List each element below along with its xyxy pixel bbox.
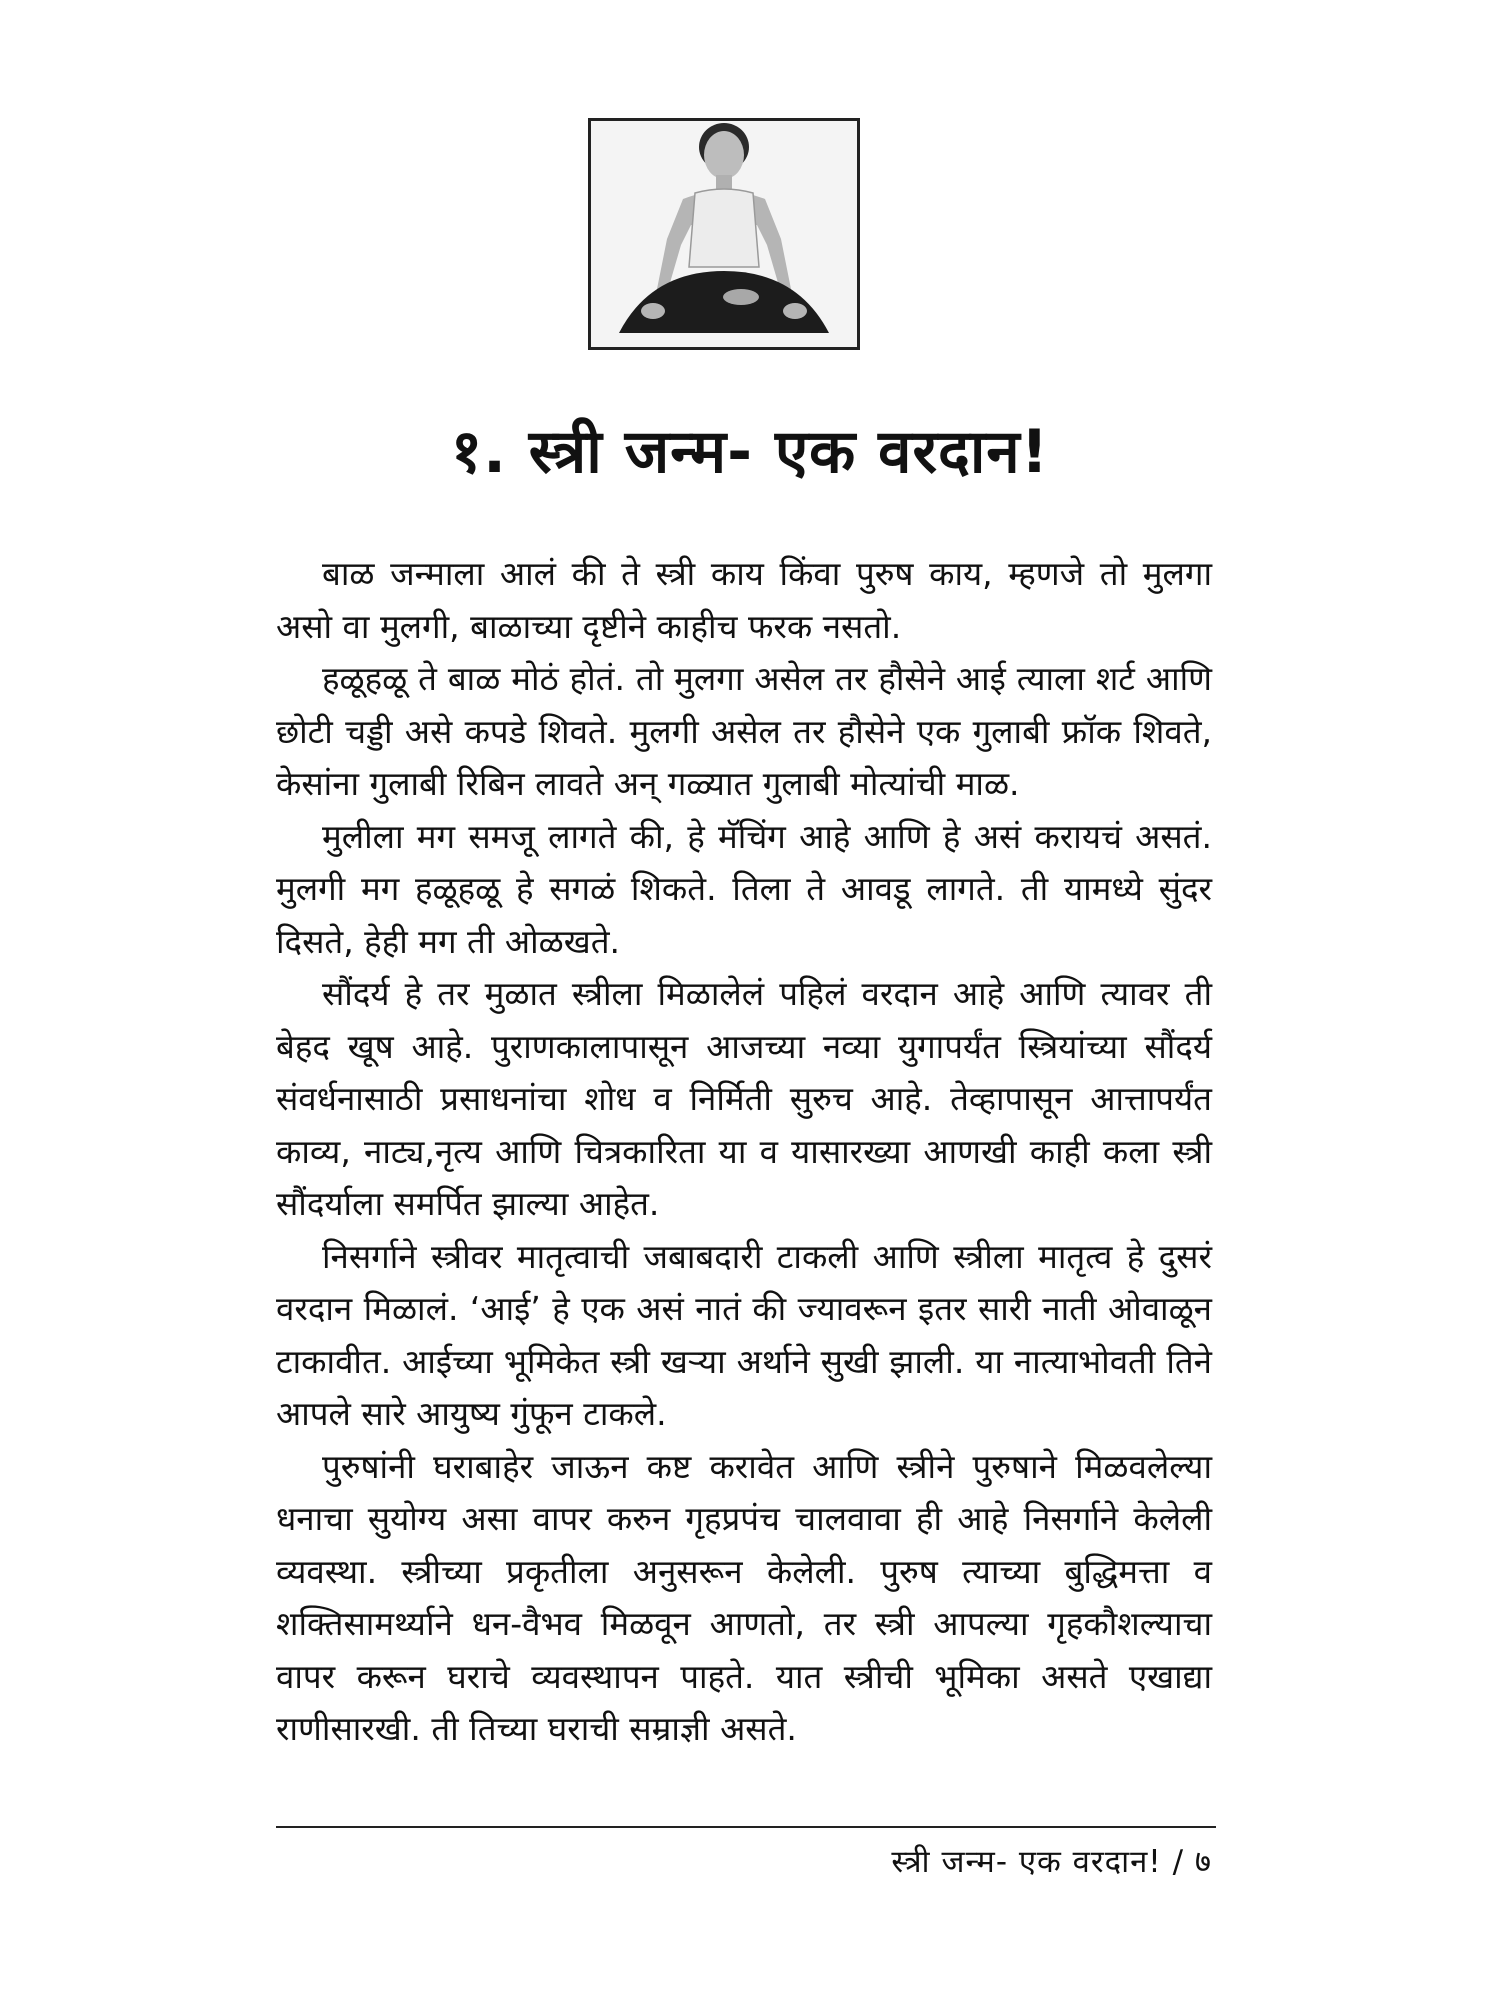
paragraph: सौंदर्य हे तर मुळात स्त्रीला मिळालेलं पहिलं वरदान आहे आणि त्यावर ती बेहद खूष आहे. पुराणकालापासून आजच्या नव्या युगापर्यंत स्त्रियांच्या सौंदर्य संवर्धनासाठी प्रसाधनांचा शोध व निर्मिती सुरुच आहे. तेव्हापासून आत्तापर्यंत काव्य, नाट्य,नृत्य आणि चित्रकारिता या व यासारख्या आणखी काही कला स्त्री सौंदर्याला समर्पित झाल्या आहेत. <box>276 974 1212 1223</box>
yoga-pose-photo <box>588 118 860 350</box>
meditation-figure-illustration <box>591 121 857 347</box>
running-footer: स्त्री जन्म- एक वरदान! / ७ <box>891 1844 1212 1880</box>
chapter-title: १. स्त्री जन्म- एक वरदान! <box>450 417 1050 487</box>
paragraph: निसर्गाने स्त्रीवर मातृत्वाची जबाबदारी टाकली आणि स्त्रीला मातृत्व हे दुसरं वरदान मिळालं. ‘आई’ हे एक असं नातं की ज्यावरून इतर सारी नाती ओवाळून टाकावीत. आईच्या भूमिकेत स्त्री खऱ्या अर्थाने सुखी झाली. या नात्याभोवती तिने आपले सारे आयुष्य गुंफून टाकले. <box>276 1236 1212 1433</box>
paragraph: मुलीला मग समजू लागते की, हे मॅचिंग आहे आणि हे असं करायचं असतं. मुलगी मग हळूहळू हे सगळं शिकते. तिला ते आवडू लागते. ती यामध्ये सुंदर दिसते, हेही मग ती ओळखते. <box>276 816 1212 961</box>
footer-divider <box>276 1826 1216 1828</box>
paragraph: हळूहळू ते बाळ मोठं होतं. तो मुलगा असेल तर हौसेने आई त्याला शर्ट आणि छोटी चड्डी असे कपडे शिवते. मुलगी असेल तर हौसेने एक गुलाबी फ्रॉक शिवते, केसांना गुलाबी रिबिन लावते अन् गळ्यात गुलाबी मोत्यांची माळ. <box>276 659 1212 803</box>
chapter-body <box>276 548 1212 1756</box>
paragraph: पुरुषांनी घराबाहेर जाऊन कष्ट करावेत आणि स्त्रीने पुरुषाने मिळवलेल्या धनाचा सुयोग्य असा वापर करुन गृहप्रपंच चालवावा ही आहे निसर्गाने केलेली व्यवस्था. स्त्रीच्या प्रकृतीला अनुसरून केलेली. पुरुष त्याच्या बुद्धिमत्ता व शक्तिसामर्थ्याने धन-वैभव मिळवून आणतो, तर स्त्री आपल्या गृहकौशल्याचा वापर करून घराचे व्यवस्थापन पाहते. यात स्त्रीची भूमिका असते एखाद्या राणीसारखी. ती तिच्या घराची सम्राज्ञी असते. <box>276 1446 1212 1748</box>
paragraph: बाळ जन्माला आलं की ते स्त्री काय किंवा पुरुष काय, म्हणजे तो मुलगा असो वा मुलगी, बाळाच्या दृष्टीने काहीच फरक नसतो. <box>276 554 1212 646</box>
